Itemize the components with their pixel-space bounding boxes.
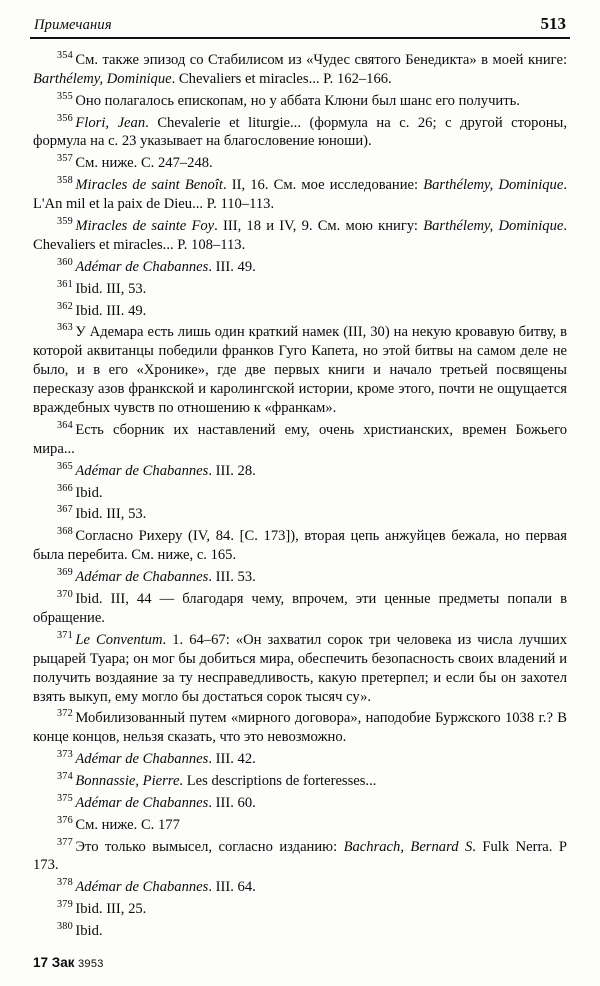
note-number: 375	[57, 792, 73, 804]
note-text: См. ниже. С. 177	[75, 816, 180, 833]
page-header	[0, 0, 600, 37]
note-number: 368	[57, 526, 73, 538]
note-entry	[33, 321, 567, 418]
note-entry	[33, 898, 567, 919]
note-entry	[33, 278, 567, 299]
note-text: Мобилизованный путем «мирного договора», наподобие Буржского 1038 г.? В конце концов, нельзя сказать, что это невозможно.	[33, 710, 567, 746]
note-text: . Chevaliers et miracles... P. 108–113.	[33, 217, 567, 253]
note-citation-title: Le Conventum	[75, 631, 163, 648]
note-entry	[33, 460, 567, 481]
note-text: . 1. 64–67: «Он захватил сорок три человека из числа лучших рыцарей Туара; он мог бы добиться мира, обеспечить безопасность своих владений и получить воздаяние за ту несправедливость, какую претерпел; и если бы он захотел взять выкуп, ему могло бы достаться сорок тысяч су».	[33, 631, 567, 705]
note-text: У Адемара есть лишь один краткий намек (III, 30) на некую кровавую битву, в которой аквитанцы победили франков Гуго Капета, но этой битвы на самом деле не было, и в его «Хронике», где две первых книги и начало третьей посвящены пересказу азов франкской и каролингской истории, кроме этого, почти не ощущается враждебных чувств по отношению к «франкам».	[33, 324, 567, 417]
note-number: 374	[57, 771, 73, 783]
note-entry	[33, 566, 567, 587]
note-entry	[33, 814, 567, 835]
note-citation-title: Miracles de sainte Foy	[75, 217, 215, 234]
notes-list	[0, 39, 600, 941]
note-text: . III, 18 и IV, 9. См. мою книгу:	[214, 217, 424, 234]
note-number: 366	[57, 482, 73, 494]
note-text: . III. 42.	[208, 751, 256, 768]
note-citation-title: Bonnassie, Pierre	[75, 772, 180, 789]
note-entry	[33, 748, 567, 769]
note-entry	[33, 112, 567, 152]
note-text: Согласно Рихеру (IV, 84. [С. 173]), вторая цепь анжуйцев бежала, но первая была перебита. См. ниже, с. 165.	[33, 528, 567, 564]
note-number: 363	[57, 322, 73, 334]
footer-signature: 17 Зак	[33, 955, 75, 970]
footer-order-number: 3953	[77, 958, 104, 970]
note-number: 356	[57, 112, 73, 124]
note-entry	[33, 792, 567, 813]
note-citation-title: Bachrach, Bernard S	[343, 838, 473, 855]
running-head-title: Примечания	[34, 17, 112, 33]
note-entry	[33, 629, 567, 707]
note-entry	[33, 836, 567, 876]
note-text: . III. 64.	[208, 879, 256, 896]
note-number: 369	[57, 567, 73, 579]
note-text: Оно полагалось епископам, но у аббата Клюни был шанс его получить.	[75, 92, 520, 109]
note-text: . II, 16. См. мое исследование:	[222, 177, 424, 194]
note-entry	[33, 920, 567, 941]
note-number: 365	[57, 460, 73, 472]
note-citation-title: Barthélemy, Dominique	[423, 177, 564, 194]
note-text: Ibid. III. 49.	[75, 302, 147, 319]
note-text: Это только вымысел, согласно изданию:	[75, 838, 344, 855]
note-text: . III. 60.	[208, 794, 256, 811]
note-entry	[33, 90, 567, 111]
note-number: 380	[57, 921, 73, 933]
note-number: 359	[57, 216, 73, 228]
note-entry	[33, 588, 567, 628]
note-citation-title: Adémar de Chabannes	[75, 879, 209, 896]
note-entry	[33, 707, 567, 747]
note-entry	[33, 482, 567, 503]
note-citation-title: Miracles de saint Benoît	[75, 177, 223, 194]
note-text: Ibid. III, 25.	[75, 901, 147, 918]
note-citation-title: Barthélemy, Dominique	[33, 70, 172, 87]
note-entry	[33, 49, 567, 89]
note-entry	[33, 503, 567, 524]
note-citation-title: Adémar de Chabannes	[75, 568, 209, 585]
note-number: 354	[57, 50, 73, 61]
note-citation-title: Adémar de Chabannes	[75, 258, 209, 275]
note-text: . Chevaliers et miracles... P. 162–166.	[171, 70, 392, 87]
note-text: . Fulk Nerra. P 173.	[33, 838, 568, 874]
note-number: 373	[57, 749, 73, 761]
note-text: . L'An mil et la paix de Dieu... P. 110–113.	[33, 177, 567, 213]
note-number: 362	[57, 300, 73, 312]
note-text: . III. 28.	[208, 462, 256, 479]
page-number: 513	[540, 14, 566, 33]
note-text: . III. 49.	[208, 258, 256, 275]
note-text: . III. 53.	[208, 568, 256, 585]
note-entry	[33, 300, 567, 321]
note-citation-title: Barthélemy, Dominique	[423, 217, 564, 234]
note-citation-title: Adémar de Chabannes	[75, 462, 209, 479]
note-number: 371	[57, 629, 73, 641]
note-entry	[33, 770, 567, 791]
note-number: 358	[57, 175, 73, 187]
note-entry	[33, 525, 567, 565]
note-text: Ibid. III, 53.	[75, 280, 147, 297]
note-number: 370	[57, 588, 73, 600]
note-number: 377	[57, 836, 73, 848]
note-citation-title: Adémar de Chabannes	[75, 794, 209, 811]
note-number: 364	[57, 420, 73, 432]
note-entry	[33, 419, 567, 459]
note-text: Ibid. III, 44 — благодаря чему, впрочем, эти ценные предметы попали в обращение.	[33, 590, 567, 626]
note-number: 355	[57, 90, 73, 102]
note-entry	[33, 174, 567, 214]
note-number: 361	[57, 278, 73, 290]
note-citation-title: Flori, Jean	[75, 114, 146, 131]
note-text: Ibid.	[75, 922, 103, 939]
note-text: . Les descriptions de forteresses...	[179, 772, 377, 789]
note-entry	[33, 256, 567, 277]
note-text: . Chevalerie et liturgie... (формула на с. 26; с другой стороны, формула на с. 23 указывает на благословение юноши).	[33, 114, 567, 150]
note-number: 360	[57, 256, 73, 268]
note-text: Ibid.	[75, 484, 103, 501]
note-entry	[33, 876, 567, 897]
note-number: 379	[57, 899, 73, 911]
note-entry	[33, 152, 567, 173]
note-number: 357	[57, 153, 73, 165]
note-text: См. также эпизод со Стабилисом из «Чудес святого Бенедикта» в моей книге:	[75, 51, 567, 68]
note-text: Ibid. III, 53.	[75, 506, 147, 523]
note-number: 376	[57, 814, 73, 826]
note-text: См. ниже. С. 247–248.	[75, 155, 213, 172]
page-footer	[33, 955, 104, 970]
note-citation-title: Adémar de Chabannes	[75, 751, 209, 768]
note-number: 378	[57, 877, 73, 889]
note-entry	[33, 215, 567, 255]
note-number: 372	[57, 708, 73, 720]
note-text: Есть сборник их наставлений ему, очень христианских, времен Божьего мира...	[33, 421, 567, 457]
note-number: 367	[57, 504, 73, 516]
